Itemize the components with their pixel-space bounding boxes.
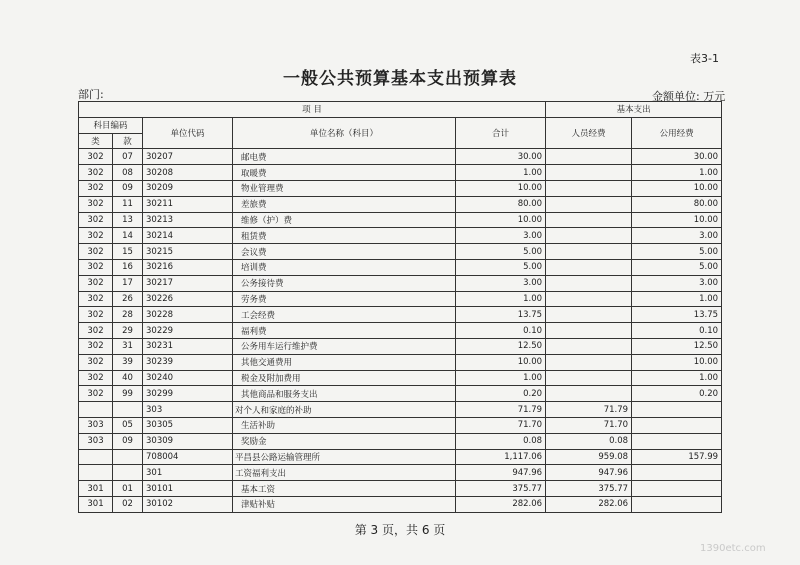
cell-lei: 302 — [79, 370, 113, 386]
cell-code: 30217 — [143, 275, 233, 291]
cell-code: 30213 — [143, 212, 233, 228]
cell-kuan: 39 — [113, 354, 143, 370]
cell-public: 5.00 — [632, 244, 722, 260]
cell-personnel — [546, 259, 632, 275]
cell-kuan: 01 — [113, 481, 143, 497]
cell-code: 303 — [143, 402, 233, 418]
cell-total: 0.20 — [456, 386, 546, 402]
cell-public: 5.00 — [632, 259, 722, 275]
cell-code: 30208 — [143, 165, 233, 181]
table-row — [79, 338, 722, 354]
cell-name: 公务接待费 — [233, 275, 456, 291]
cell-kuan — [113, 449, 143, 465]
cell-personnel — [546, 196, 632, 212]
table-row — [79, 259, 722, 275]
cell-lei: 302 — [79, 338, 113, 354]
cell-personnel — [546, 212, 632, 228]
cell-personnel — [546, 354, 632, 370]
cell-personnel — [546, 386, 632, 402]
cell-total: 375.77 — [456, 481, 546, 497]
cell-kuan: 17 — [113, 275, 143, 291]
cell-lei: 301 — [79, 481, 113, 497]
cell-total: 1.00 — [456, 165, 546, 181]
cell-personnel — [546, 307, 632, 323]
cell-total: 5.00 — [456, 244, 546, 260]
cell-kuan — [113, 465, 143, 481]
table-row — [79, 196, 722, 212]
cell-public: 1.00 — [632, 291, 722, 307]
cell-lei: 302 — [79, 149, 113, 165]
cell-total: 10.00 — [456, 180, 546, 196]
cell-personnel: 375.77 — [546, 481, 632, 497]
table-row — [79, 149, 722, 165]
cell-public — [632, 481, 722, 497]
cell-lei: 303 — [79, 417, 113, 433]
cell-kuan: 26 — [113, 291, 143, 307]
cell-name: 邮电费 — [233, 149, 456, 165]
cell-lei: 302 — [79, 212, 113, 228]
cell-code: 30226 — [143, 291, 233, 307]
cell-code: 30211 — [143, 196, 233, 212]
cell-name: 培训费 — [233, 259, 456, 275]
table-row — [79, 228, 722, 244]
cell-lei: 302 — [79, 386, 113, 402]
cell-lei — [79, 449, 113, 465]
cell-name: 基本工资 — [233, 481, 456, 497]
cell-total: 10.00 — [456, 212, 546, 228]
cell-personnel — [546, 180, 632, 196]
cell-kuan: 31 — [113, 338, 143, 354]
cell-personnel: 959.08 — [546, 449, 632, 465]
cell-public — [632, 496, 722, 512]
table-row — [79, 180, 722, 196]
cell-public: 80.00 — [632, 196, 722, 212]
header-unit-code: 单位代码 — [143, 117, 233, 149]
cell-name: 租赁费 — [233, 228, 456, 244]
table-row — [79, 465, 722, 481]
cell-personnel — [546, 228, 632, 244]
cell-lei: 302 — [79, 244, 113, 260]
cell-kuan — [113, 402, 143, 418]
cell-personnel — [546, 370, 632, 386]
cell-total: 1.00 — [456, 291, 546, 307]
table-row — [79, 307, 722, 323]
cell-code: 30239 — [143, 354, 233, 370]
table-row — [79, 275, 722, 291]
cell-kuan: 28 — [113, 307, 143, 323]
cell-lei: 302 — [79, 180, 113, 196]
cell-total: 10.00 — [456, 354, 546, 370]
cell-personnel: 0.08 — [546, 433, 632, 449]
table-row — [79, 449, 722, 465]
cell-name: 其他商品和服务支出 — [233, 386, 456, 402]
cell-kuan: 09 — [113, 433, 143, 449]
cell-personnel: 282.06 — [546, 496, 632, 512]
cell-public: 3.00 — [632, 275, 722, 291]
cell-total: 12.50 — [456, 338, 546, 354]
cell-code: 30207 — [143, 149, 233, 165]
cell-name: 取暖费 — [233, 165, 456, 181]
cell-public: 10.00 — [632, 354, 722, 370]
cell-total: 282.06 — [456, 496, 546, 512]
cell-code: 30309 — [143, 433, 233, 449]
cell-public — [632, 433, 722, 449]
cell-total: 947.96 — [456, 465, 546, 481]
table-row — [79, 433, 722, 449]
table-row — [79, 354, 722, 370]
cell-kuan: 40 — [113, 370, 143, 386]
budget-table — [78, 101, 722, 513]
cell-lei: 302 — [79, 259, 113, 275]
cell-name: 福利费 — [233, 323, 456, 339]
department-label: 部门: — [78, 88, 104, 101]
cell-total: 1,117.06 — [456, 449, 546, 465]
cell-total: 71.70 — [456, 417, 546, 433]
cell-total: 3.00 — [456, 275, 546, 291]
cell-total: 1.00 — [456, 370, 546, 386]
cell-personnel: 947.96 — [546, 465, 632, 481]
cell-kuan: 14 — [113, 228, 143, 244]
cell-lei — [79, 402, 113, 418]
cell-total: 0.10 — [456, 323, 546, 339]
table-row — [79, 386, 722, 402]
cell-public: 3.00 — [632, 228, 722, 244]
header-unit-name: 单位名称（科目） — [233, 117, 456, 149]
header-kuan: 款 — [113, 133, 143, 149]
cell-code: 30209 — [143, 180, 233, 196]
cell-code: 301 — [143, 465, 233, 481]
cell-code: 30102 — [143, 496, 233, 512]
cell-code: 30216 — [143, 259, 233, 275]
watermark: 1390etc.com — [700, 543, 766, 554]
cell-kuan: 29 — [113, 323, 143, 339]
cell-code: 708004 — [143, 449, 233, 465]
cell-name: 劳务费 — [233, 291, 456, 307]
table-row — [79, 291, 722, 307]
cell-personnel — [546, 323, 632, 339]
cell-code: 30101 — [143, 481, 233, 497]
table-row — [79, 481, 722, 497]
cell-total: 13.75 — [456, 307, 546, 323]
header-personnel: 人员经费 — [546, 117, 632, 149]
cell-personnel — [546, 338, 632, 354]
cell-kuan: 16 — [113, 259, 143, 275]
cell-lei: 302 — [79, 275, 113, 291]
cell-code: 30305 — [143, 417, 233, 433]
header-subject-code: 科目编码 — [79, 117, 143, 133]
cell-name: 公务用车运行维护费 — [233, 338, 456, 354]
page-title: 一般公共预算基本支出预算表 — [283, 69, 517, 89]
cell-personnel — [546, 165, 632, 181]
cell-name: 会议费 — [233, 244, 456, 260]
cell-public: 30.00 — [632, 149, 722, 165]
cell-public: 0.10 — [632, 323, 722, 339]
cell-name: 税金及附加费用 — [233, 370, 456, 386]
cell-code: 30214 — [143, 228, 233, 244]
cell-lei: 302 — [79, 165, 113, 181]
cell-personnel: 71.70 — [546, 417, 632, 433]
cell-total: 80.00 — [456, 196, 546, 212]
table-row — [79, 212, 722, 228]
cell-lei: 302 — [79, 196, 113, 212]
cell-kuan: 15 — [113, 244, 143, 260]
cell-public: 1.00 — [632, 165, 722, 181]
cell-lei: 303 — [79, 433, 113, 449]
header-project: 项 目 — [79, 102, 546, 118]
header-total: 合计 — [456, 117, 546, 149]
cell-public — [632, 417, 722, 433]
cell-public: 0.20 — [632, 386, 722, 402]
cell-lei — [79, 465, 113, 481]
table-row — [79, 402, 722, 418]
cell-name: 差旅费 — [233, 196, 456, 212]
cell-kuan: 13 — [113, 212, 143, 228]
cell-code: 30215 — [143, 244, 233, 260]
cell-kuan: 09 — [113, 180, 143, 196]
cell-total: 5.00 — [456, 259, 546, 275]
table-row — [79, 323, 722, 339]
table-row — [79, 417, 722, 433]
cell-kuan: 11 — [113, 196, 143, 212]
cell-name: 对个人和家庭的补助 — [233, 402, 456, 418]
cell-public — [632, 402, 722, 418]
cell-public: 10.00 — [632, 212, 722, 228]
cell-name: 维修（护）费 — [233, 212, 456, 228]
cell-personnel — [546, 291, 632, 307]
amount-unit-label: 金额单位: 万元 — [652, 90, 726, 103]
header-public: 公用经费 — [632, 117, 722, 149]
page-footer: 第 3 页，共 6 页 — [354, 523, 446, 537]
cell-code: 30229 — [143, 323, 233, 339]
cell-public: 157.99 — [632, 449, 722, 465]
cell-lei: 302 — [79, 307, 113, 323]
cell-name: 物业管理费 — [233, 180, 456, 196]
cell-public — [632, 465, 722, 481]
cell-name: 平昌县公路运输管理所 — [233, 449, 456, 465]
cell-kuan: 99 — [113, 386, 143, 402]
cell-public: 12.50 — [632, 338, 722, 354]
table-row — [79, 165, 722, 181]
cell-total: 71.79 — [456, 402, 546, 418]
cell-name: 其他交通费用 — [233, 354, 456, 370]
table-row — [79, 496, 722, 512]
cell-code: 30240 — [143, 370, 233, 386]
cell-personnel — [546, 149, 632, 165]
cell-code: 30299 — [143, 386, 233, 402]
header-basic-expense: 基本支出 — [546, 102, 722, 118]
cell-lei: 302 — [79, 323, 113, 339]
table-row — [79, 244, 722, 260]
cell-personnel — [546, 275, 632, 291]
cell-public: 13.75 — [632, 307, 722, 323]
cell-total: 3.00 — [456, 228, 546, 244]
cell-total: 0.08 — [456, 433, 546, 449]
cell-public: 10.00 — [632, 180, 722, 196]
cell-name: 工会经费 — [233, 307, 456, 323]
table-row — [79, 370, 722, 386]
cell-public: 1.00 — [632, 370, 722, 386]
cell-code: 30231 — [143, 338, 233, 354]
cell-total: 30.00 — [456, 149, 546, 165]
cell-lei: 302 — [79, 228, 113, 244]
header-lei: 类 — [79, 133, 113, 149]
cell-kuan: 05 — [113, 417, 143, 433]
cell-lei: 302 — [79, 354, 113, 370]
cell-name: 津贴补贴 — [233, 496, 456, 512]
cell-name: 奖励金 — [233, 433, 456, 449]
cell-lei: 301 — [79, 496, 113, 512]
cell-kuan: 08 — [113, 165, 143, 181]
cell-kuan: 07 — [113, 149, 143, 165]
cell-personnel — [546, 244, 632, 260]
cell-name: 生活补助 — [233, 417, 456, 433]
cell-personnel: 71.79 — [546, 402, 632, 418]
cell-lei: 302 — [79, 291, 113, 307]
cell-name: 工资福利支出 — [233, 465, 456, 481]
cell-kuan: 02 — [113, 496, 143, 512]
cell-code: 30228 — [143, 307, 233, 323]
table-number: 表3-1 — [690, 52, 719, 65]
